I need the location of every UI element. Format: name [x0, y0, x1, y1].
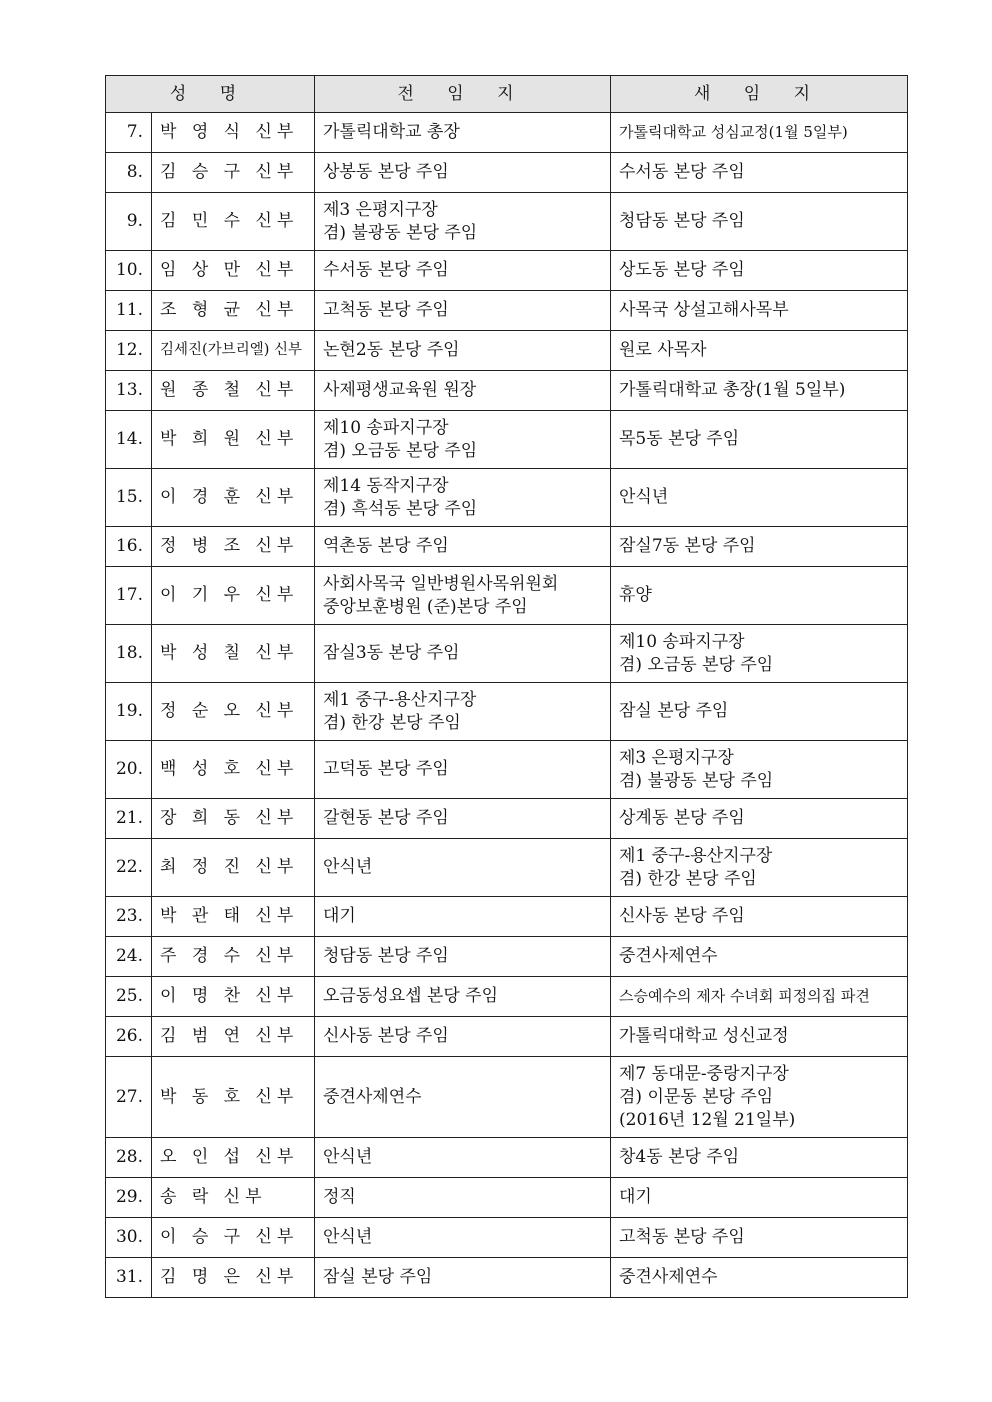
- priest-name: 백 성 호 신부: [152, 741, 315, 799]
- row-number: 26.: [106, 1017, 152, 1057]
- priest-name: 김 범 연 신부: [152, 1017, 315, 1057]
- previous-post-cell: [315, 251, 611, 291]
- new-post-line: 상도동 본당 주임: [619, 260, 745, 280]
- table-body: [106, 113, 908, 1298]
- new-post-line: 잠실 본당 주임: [619, 701, 729, 721]
- header-previous-post: 전 임 지: [315, 76, 611, 113]
- new-post-cell: [611, 291, 908, 331]
- previous-post-cell: [315, 799, 611, 839]
- previous-post-cell: [315, 193, 611, 251]
- previous-post-cell: [315, 1138, 611, 1178]
- previous-post-cell: [315, 371, 611, 411]
- previous-post-cell: [315, 625, 611, 683]
- row-number: 11.: [106, 291, 152, 331]
- priest-name: 주 경 수 신부: [152, 937, 315, 977]
- new-post-line: 가톨릭대학교 성심교정(1월 5일부): [619, 123, 848, 141]
- new-post-cell: [611, 799, 908, 839]
- table-row: [106, 977, 908, 1017]
- previous-post-line: 겸) 오금동 본당 주임: [323, 440, 478, 461]
- new-post-cell: [611, 937, 908, 977]
- previous-post-line: 고덕동 본당 주임: [323, 759, 449, 779]
- previous-post-line: 안식년: [323, 857, 373, 877]
- previous-post-cell: [315, 1178, 611, 1218]
- new-post-line: 휴양: [619, 585, 652, 605]
- previous-post-line: 수서동 본당 주임: [323, 260, 449, 280]
- previous-post-line: 중견사제연수: [323, 1086, 422, 1107]
- priest-name: 정 병 조 신부: [152, 527, 315, 567]
- table-row: [106, 527, 908, 567]
- priest-name: 박 동 호 신부: [152, 1057, 315, 1138]
- previous-post-cell: [315, 1017, 611, 1057]
- new-post-line: 제1 중구-용산지구장: [619, 845, 773, 866]
- new-post-cell: [611, 839, 908, 897]
- table-row: [106, 411, 908, 469]
- table-row: [106, 371, 908, 411]
- table-row: [106, 839, 908, 897]
- new-post-line: 목5동 본당 주임: [619, 429, 740, 449]
- priest-name: 이 승 구 신부: [152, 1218, 315, 1258]
- new-post-cell: [611, 331, 908, 371]
- previous-post-line: 사제평생교육원 원장: [323, 380, 477, 400]
- row-number: 21.: [106, 799, 152, 839]
- new-post-cell: [611, 469, 908, 527]
- row-number: 17.: [106, 567, 152, 625]
- row-number: 12.: [106, 331, 152, 371]
- new-post-line: 상계동 본당 주임: [619, 808, 745, 828]
- new-post-cell: [611, 153, 908, 193]
- priest-name: 원 종 철 신부: [152, 371, 315, 411]
- row-number: 22.: [106, 839, 152, 897]
- new-post-line: 겸) 불광동 본당 주임: [619, 770, 774, 791]
- previous-post-line: 갈현동 본당 주임: [323, 808, 449, 828]
- row-number: 16.: [106, 527, 152, 567]
- new-post-line: 고척동 본당 주임: [619, 1227, 745, 1247]
- table-header-row: [106, 76, 908, 113]
- new-post-line: 중견사제연수: [619, 1267, 718, 1287]
- new-post-line: 사목국 상설고해사목부: [619, 300, 789, 320]
- table-row: [106, 1258, 908, 1298]
- new-post-line: 잠실7동 본당 주임: [619, 536, 756, 556]
- priest-name: 임 상 만 신부: [152, 251, 315, 291]
- previous-post-line: 안식년: [323, 1227, 373, 1247]
- previous-post-line: 제3 은평지구장: [323, 199, 438, 220]
- priest-name: 최 정 진 신부: [152, 839, 315, 897]
- priest-name: 김 명 은 신부: [152, 1258, 315, 1298]
- previous-post-line: 안식년: [323, 1147, 373, 1167]
- row-number: 14.: [106, 411, 152, 469]
- previous-post-cell: [315, 153, 611, 193]
- priest-name: 정 순 오 신부: [152, 683, 315, 741]
- table-row: [106, 291, 908, 331]
- priest-name: 박 영 식 신부: [152, 113, 315, 153]
- priest-name: 오 인 섭 신부: [152, 1138, 315, 1178]
- table-row: [106, 469, 908, 527]
- table-row: [106, 741, 908, 799]
- new-post-line: 제10 송파지구장: [619, 631, 745, 652]
- new-post-line: 겸) 이문동 본당 주임: [619, 1086, 774, 1107]
- table-row: [106, 937, 908, 977]
- new-post-cell: [611, 625, 908, 683]
- priest-name: 박 관 태 신부: [152, 897, 315, 937]
- table-row: [106, 799, 908, 839]
- previous-post-cell: [315, 469, 611, 527]
- new-post-cell: [611, 411, 908, 469]
- previous-post-line: 잠실 본당 주임: [323, 1267, 433, 1287]
- new-post-cell: [611, 1057, 908, 1138]
- previous-post-cell: [315, 411, 611, 469]
- row-number: 15.: [106, 469, 152, 527]
- new-post-cell: [611, 113, 908, 153]
- new-post-cell: [611, 683, 908, 741]
- previous-post-line: 역촌동 본당 주임: [323, 536, 449, 556]
- row-number: 30.: [106, 1218, 152, 1258]
- row-number: 13.: [106, 371, 152, 411]
- new-post-line: 청담동 본당 주임: [619, 211, 745, 231]
- table-row: [106, 193, 908, 251]
- previous-post-line: 중앙보훈병원 (준)본당 주임: [323, 596, 528, 617]
- previous-post-cell: [315, 113, 611, 153]
- table-row: [106, 1178, 908, 1218]
- priest-name: 박 희 원 신부: [152, 411, 315, 469]
- new-post-line: 겸) 오금동 본당 주임: [619, 654, 774, 675]
- row-number: 7.: [106, 113, 152, 153]
- header-new-post: 새 임 지: [611, 76, 908, 113]
- previous-post-line: 청담동 본당 주임: [323, 946, 449, 966]
- priest-name: 송 락 신부: [152, 1178, 315, 1218]
- row-number: 19.: [106, 683, 152, 741]
- priest-name: 박 성 칠 신부: [152, 625, 315, 683]
- priest-name: 김세진(가브리엘) 신부: [152, 331, 315, 371]
- previous-post-cell: [315, 683, 611, 741]
- new-post-line: 스승예수의 제자 수녀회 피정의집 파견: [619, 987, 870, 1005]
- row-number: 18.: [106, 625, 152, 683]
- new-post-line: 가톨릭대학교 성신교정: [619, 1026, 789, 1046]
- previous-post-line: 오금동성요셉 본당 주임: [323, 986, 499, 1006]
- new-post-cell: [611, 527, 908, 567]
- table-row: [106, 153, 908, 193]
- table-row: [106, 251, 908, 291]
- previous-post-line: 대기: [323, 906, 356, 926]
- new-post-cell: [611, 897, 908, 937]
- previous-post-line: 상봉동 본당 주임: [323, 162, 449, 182]
- previous-post-line: 신사동 본당 주임: [323, 1026, 449, 1046]
- previous-post-line: 제10 송파지구장: [323, 417, 449, 438]
- row-number: 27.: [106, 1057, 152, 1138]
- new-post-cell: [611, 567, 908, 625]
- table-row: [106, 683, 908, 741]
- row-number: 20.: [106, 741, 152, 799]
- previous-post-cell: [315, 291, 611, 331]
- row-number: 31.: [106, 1258, 152, 1298]
- table-row: [106, 1017, 908, 1057]
- previous-post-line: 사회사목국 일반병원사목위원회: [323, 573, 559, 594]
- new-post-cell: [611, 1017, 908, 1057]
- table-row: [106, 113, 908, 153]
- header-name: 성 명: [106, 76, 315, 113]
- table-row: [106, 331, 908, 371]
- new-post-line: 안식년: [619, 487, 669, 507]
- previous-post-line: 논현2동 본당 주임: [323, 340, 460, 360]
- row-number: 23.: [106, 897, 152, 937]
- new-post-cell: [611, 1258, 908, 1298]
- new-post-line: 겸) 한강 본당 주임: [619, 868, 757, 889]
- table-row: [106, 1218, 908, 1258]
- previous-post-cell: [315, 937, 611, 977]
- previous-post-cell: [315, 567, 611, 625]
- previous-post-cell: [315, 977, 611, 1017]
- new-post-line: 원로 사목자: [619, 340, 707, 360]
- row-number: 9.: [106, 193, 152, 251]
- priest-name: 장 희 동 신부: [152, 799, 315, 839]
- previous-post-cell: [315, 1258, 611, 1298]
- priest-name: 이 기 우 신부: [152, 567, 315, 625]
- new-post-line: 대기: [619, 1187, 652, 1207]
- new-post-cell: [611, 1178, 908, 1218]
- priest-name: 김 승 구 신부: [152, 153, 315, 193]
- previous-post-cell: [315, 331, 611, 371]
- previous-post-line: 고척동 본당 주임: [323, 300, 449, 320]
- priest-name: 조 형 균 신부: [152, 291, 315, 331]
- row-number: 10.: [106, 251, 152, 291]
- new-post-line: 제3 은평지구장: [619, 747, 734, 768]
- new-post-cell: [611, 251, 908, 291]
- row-number: 29.: [106, 1178, 152, 1218]
- new-post-line: 신사동 본당 주임: [619, 906, 745, 926]
- previous-post-cell: [315, 1057, 611, 1138]
- new-post-line: 수서동 본당 주임: [619, 162, 745, 182]
- row-number: 28.: [106, 1138, 152, 1178]
- previous-post-line: 정직: [323, 1187, 356, 1207]
- previous-post-line: 가톨릭대학교 총장: [323, 122, 460, 142]
- previous-post-cell: [315, 839, 611, 897]
- priest-name: 이 경 훈 신부: [152, 469, 315, 527]
- previous-post-line: 겸) 불광동 본당 주임: [323, 222, 478, 243]
- previous-post-cell: [315, 527, 611, 567]
- previous-post-line: 겸) 한강 본당 주임: [323, 712, 461, 733]
- appointments-table: [105, 75, 908, 1298]
- new-post-line: (2016년 12월 21일부): [619, 1109, 796, 1130]
- previous-post-line: 잠실3동 본당 주임: [323, 643, 460, 663]
- previous-post-line: 제14 동작지구장: [323, 475, 449, 496]
- new-post-line: 제7 동대문-중랑지구장: [619, 1063, 789, 1084]
- new-post-cell: [611, 977, 908, 1017]
- new-post-line: 창4동 본당 주임: [619, 1147, 740, 1167]
- new-post-line: 중견사제연수: [619, 946, 718, 966]
- previous-post-cell: [315, 741, 611, 799]
- table-row: [106, 897, 908, 937]
- table-row: [106, 1057, 908, 1138]
- previous-post-cell: [315, 1218, 611, 1258]
- row-number: 24.: [106, 937, 152, 977]
- new-post-cell: [611, 1218, 908, 1258]
- new-post-line: 가톨릭대학교 총장(1월 5일부): [619, 380, 846, 400]
- row-number: 25.: [106, 977, 152, 1017]
- previous-post-cell: [315, 897, 611, 937]
- new-post-cell: [611, 1138, 908, 1178]
- table-row: [106, 567, 908, 625]
- priest-name: 김 민 수 신부: [152, 193, 315, 251]
- new-post-cell: [611, 371, 908, 411]
- table-row: [106, 625, 908, 683]
- priest-name: 이 명 찬 신부: [152, 977, 315, 1017]
- previous-post-line: 겸) 흑석동 본당 주임: [323, 498, 478, 519]
- row-number: 8.: [106, 153, 152, 193]
- table-row: [106, 1138, 908, 1178]
- new-post-cell: [611, 193, 908, 251]
- new-post-cell: [611, 741, 908, 799]
- previous-post-line: 제1 중구-용산지구장: [323, 689, 477, 710]
